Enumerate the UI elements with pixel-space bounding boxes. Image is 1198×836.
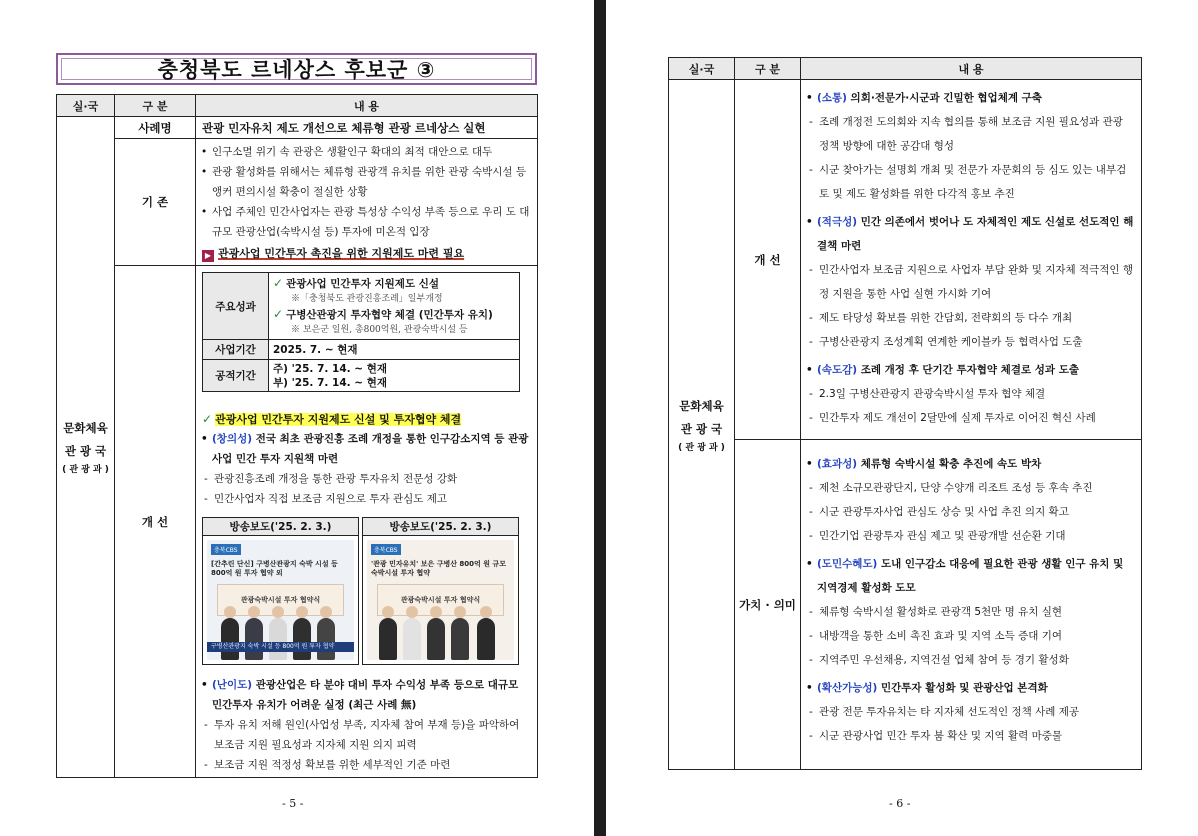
person-figure — [451, 618, 469, 660]
official-sub: 부) '25. 7. 14. ~ 현재 — [273, 376, 388, 389]
news-banner: [간추린 단신] 구병산관광지 숙박 시설 등 800억 원 투자 협약 외 — [211, 560, 338, 577]
improve-sub: - 구병산관광지 조성계획 연계한 케이블카 등 협력사업 도출 — [807, 330, 1135, 354]
value-group-head — [807, 676, 1135, 700]
result-2: 구병산관광지 투자협약 체결 (민간투자 유치) — [286, 309, 493, 321]
dept-sub: ( 관 광 과 ) — [62, 465, 109, 475]
difficulty-sub: - 보조금 지원 적정성 확보를 위한 세부적인 기준 마련 — [202, 755, 531, 775]
improve-label: 개 선 — [735, 80, 801, 440]
value-sub: - 시군 관광사업 민간 투자 붐 확산 및 지역 활력 마중물 — [807, 724, 1135, 748]
document-title-text: 충청북도 르네상스 후보군 ③ — [157, 58, 436, 82]
improve-sub: - 2.3일 구병산관광지 관광숙박시설 투자 협약 체결 — [807, 382, 1135, 406]
existing-conclusion — [196, 244, 537, 264]
official-label: 공적기간 — [203, 360, 269, 392]
value-sub: - 지역주민 우선채용, 지역건설 업체 참여 등 경기 활성화 — [807, 648, 1135, 672]
value-tag: (효과성) — [817, 458, 858, 470]
dept-line2: 관 광 국 — [680, 421, 723, 436]
summary-table — [202, 272, 520, 392]
value-text: 민간투자 활성화 및 관광산업 본격화 — [880, 682, 1048, 694]
improve-tag: (적극성) — [817, 216, 858, 228]
value-sub: - 제천 소규모관광단지, 단양 수양개 리조트 조성 등 후속 추진 — [807, 476, 1135, 500]
value-tag: (도민수혜도) — [817, 558, 878, 570]
creativity-sub: - 민간사업자 직접 보조금 지원으로 투자 관심도 제고 — [202, 489, 531, 509]
left-main-table — [56, 94, 538, 778]
news-image — [207, 540, 354, 660]
highlight-headline — [202, 410, 537, 429]
check-icon: ✓ — [202, 412, 213, 426]
person-figure — [317, 618, 335, 660]
value-sub: - 내방객을 통한 소비 촉진 효과 및 지역 소득 증대 기여 — [807, 624, 1135, 648]
highlight-headline-text: 관광사업 민간투자 지원제도 신설 및 투자협약 체결 — [215, 413, 462, 426]
existing-conclusion-text: 관광사업 민간투자 촉진을 위한 지원제도 마련 필요 — [218, 247, 465, 260]
value-sub: - 시군 관광투자사업 관심도 상승 및 사업 추진 의지 확고 — [807, 500, 1135, 524]
difficulty-item — [202, 675, 531, 715]
person-figure — [221, 618, 239, 660]
dept-sub: ( 관 광 과 ) — [678, 442, 725, 453]
improve-group-head — [807, 210, 1135, 258]
difficulty-tag: (난이도) — [212, 679, 253, 691]
result-cell — [269, 273, 520, 340]
existing-label: 기 존 — [115, 139, 196, 266]
page-number: - 5 - — [282, 797, 304, 810]
broadcaster-logo: 충북CBS — [371, 544, 401, 555]
news-head: 방송보도('25. 2. 3.) — [203, 518, 358, 536]
creativity-text: 전국 최초 관광진흥 조례 개정을 통한 인구감소지역 등 관광사업 민간 투자 지원책 마련 — [212, 433, 529, 465]
header-category: 구 분 — [735, 58, 801, 80]
person-figure — [403, 618, 421, 660]
improve-text: 조례 개정 후 단기간 투자협약 체결로 성과 도출 — [860, 364, 1079, 376]
difficulty-sub: - 투자 유치 저해 원인(사업성 부족, 지자체 참여 부재 등)을 파악하여 보조금 지원 필요성과 지자체 지원 의지 피력 — [202, 715, 531, 755]
existing-item: • 사업 주체인 민간사업자는 관광 특성상 수익성 부족 등으로 우리 도 대규모 관광산업(숙박시설 등) 투자에 미온적 입장 — [202, 202, 531, 242]
person-figure — [293, 618, 311, 660]
person-figure — [269, 618, 287, 660]
creativity-sub: - 관광진흥조례 개정을 통한 관광 투자유치 전문성 강화 — [202, 469, 531, 489]
case-name: 관광 민자유치 제도 개선으로 체류형 관광 르네상스 실현 — [196, 117, 538, 139]
news-ticker: 구병산관광지 숙박 시설 등 800억 원 투자 협약 — [207, 642, 354, 652]
improve-content — [801, 80, 1142, 440]
improve-label: 개 선 — [115, 266, 196, 778]
person-figure — [477, 618, 495, 660]
improve-sub: - 제도 타당성 확보를 위한 간담회, 전략회의 등 다수 개최 — [807, 306, 1135, 330]
dept-line2: 관 광 국 — [64, 444, 107, 458]
header-content: 내 용 — [196, 95, 538, 117]
improve-text: 민간 의존에서 벗어나 도 자체적인 제도 신설로 선도적인 해결책 마련 — [817, 216, 1134, 252]
improve-sub: - 민간투자 제도 개선이 2달만에 실제 투자로 이어진 혁신 사례 — [807, 406, 1135, 430]
value-text: 체류형 숙박시설 확충 추진에 속도 박차 — [860, 458, 1042, 470]
news-image — [367, 540, 514, 660]
person-figure — [427, 618, 445, 660]
value-text: 도내 인구감소 대응에 필요한 관광 생활 인구 유치 및 지역경제 활성화 도모 — [817, 558, 1124, 594]
value-group-head — [807, 452, 1135, 476]
improve-tag: (속도감) — [817, 364, 858, 376]
document-title — [56, 53, 537, 85]
result-1-note: ※「충청북도 관광진흥조례」일부개정 — [291, 294, 443, 304]
dept-cell — [669, 80, 735, 770]
official-main: 주) '25. 7. 14. ~ 현재 — [273, 362, 388, 375]
news-card-2 — [362, 517, 519, 665]
right-main-table — [668, 57, 1142, 770]
result-1: 관광사업 민간투자 지원제도 신설 — [286, 278, 440, 290]
value-tag: (확산가능성) — [817, 682, 878, 694]
page-divider — [594, 0, 606, 836]
existing-item: • 인구소멸 위기 속 관광은 생활인구 확대의 최적 대안으로 대두 — [202, 142, 531, 162]
improve-group-head — [807, 358, 1135, 382]
result-2-note: ※ 보은군 일원, 총800억원, 관광숙박시설 등 — [291, 325, 468, 335]
value-sub: - 관광 전문 투자유치는 타 지자체 선도적인 정책 사례 제공 — [807, 700, 1135, 724]
value-label: 가치 · 의미 — [735, 440, 801, 770]
news-section — [202, 517, 537, 665]
header-content: 내 용 — [801, 58, 1142, 80]
value-group-head — [807, 552, 1135, 600]
dept-line1: 문화체육 — [679, 398, 724, 413]
news-card-1 — [202, 517, 359, 665]
news-banner: '관광 민자유치' 보은 구병산 800억 원 규모 숙박시설 투자 협약 — [371, 560, 506, 577]
improve-content — [196, 266, 538, 778]
dept-cell — [57, 117, 115, 778]
improve-sub: - 조례 개정전 도의회와 지속 협의를 통해 보조금 지원 필요성과 관광 정책 방향에 대한 공감대 형성 — [807, 110, 1135, 158]
official-value — [269, 360, 520, 392]
value-sub: - 민간기업 관광투자 관심 제고 및 관광개발 선순환 기대 — [807, 524, 1135, 548]
value-sub: - 체류형 숙박시설 활성화로 관광객 5천만 명 유치 실현 — [807, 600, 1135, 624]
news-backdrop: 관광숙박시설 투자 협약식 — [217, 584, 344, 616]
header-dept: 실·국 — [669, 58, 735, 80]
improve-sub: - 시군 찾아가는 설명회 개최 및 전문가 자문회의 등 심도 있는 내부검토 및 제도 활성화를 위한 다각적 홍보 추진 — [807, 158, 1135, 206]
improve-group-head — [807, 86, 1135, 110]
page-right — [606, 0, 1198, 836]
header-dept: 실·국 — [57, 95, 115, 117]
period-label: 사업기간 — [203, 340, 269, 360]
page-number: - 6 - — [889, 797, 911, 810]
difficulty-text: 관광산업은 타 분야 대비 투자 수익성 부족 등으로 대규모 민간투자 유치가 어려운 실정 (최근 사례 無) — [212, 679, 519, 711]
creativity-item — [202, 429, 531, 469]
broadcaster-logo: 충북CBS — [211, 544, 241, 555]
check-icon: ✓ — [273, 307, 284, 321]
header-category: 구 분 — [115, 95, 196, 117]
creativity-tag: (창의성) — [212, 433, 253, 445]
improve-text: 의회·전문가·시군과 긴밀한 협업체계 구축 — [850, 92, 1042, 104]
existing-item: • 관광 활성화를 위해서는 체류형 관광객 유치를 위한 관광 숙박시설 등 앵커 편의시설 확충이 절실한 상황 — [202, 162, 531, 202]
news-head: 방송보도('25. 2. 3.) — [363, 518, 518, 536]
person-figure — [379, 618, 397, 660]
value-content — [801, 440, 1142, 770]
page-left — [0, 0, 594, 836]
arrow-right-icon: ▶ — [202, 250, 214, 262]
check-icon: ✓ — [273, 276, 284, 290]
person-figure — [245, 618, 263, 660]
case-label: 사례명 — [115, 117, 196, 139]
dept-line1: 문화체육 — [63, 421, 108, 435]
period-value: 2025. 7. ~ 현재 — [269, 340, 520, 360]
improve-sub: - 민간사업자 보조금 지원으로 사업자 부담 완화 및 지자체 적극적인 행정 지원을 통한 사업 실현 가시화 기여 — [807, 258, 1135, 306]
result-label: 주요성과 — [203, 273, 269, 340]
news-backdrop: 관광숙박시설 투자 협약식 — [377, 584, 504, 616]
existing-content — [196, 139, 538, 266]
improve-tag: (소통) — [817, 92, 847, 104]
